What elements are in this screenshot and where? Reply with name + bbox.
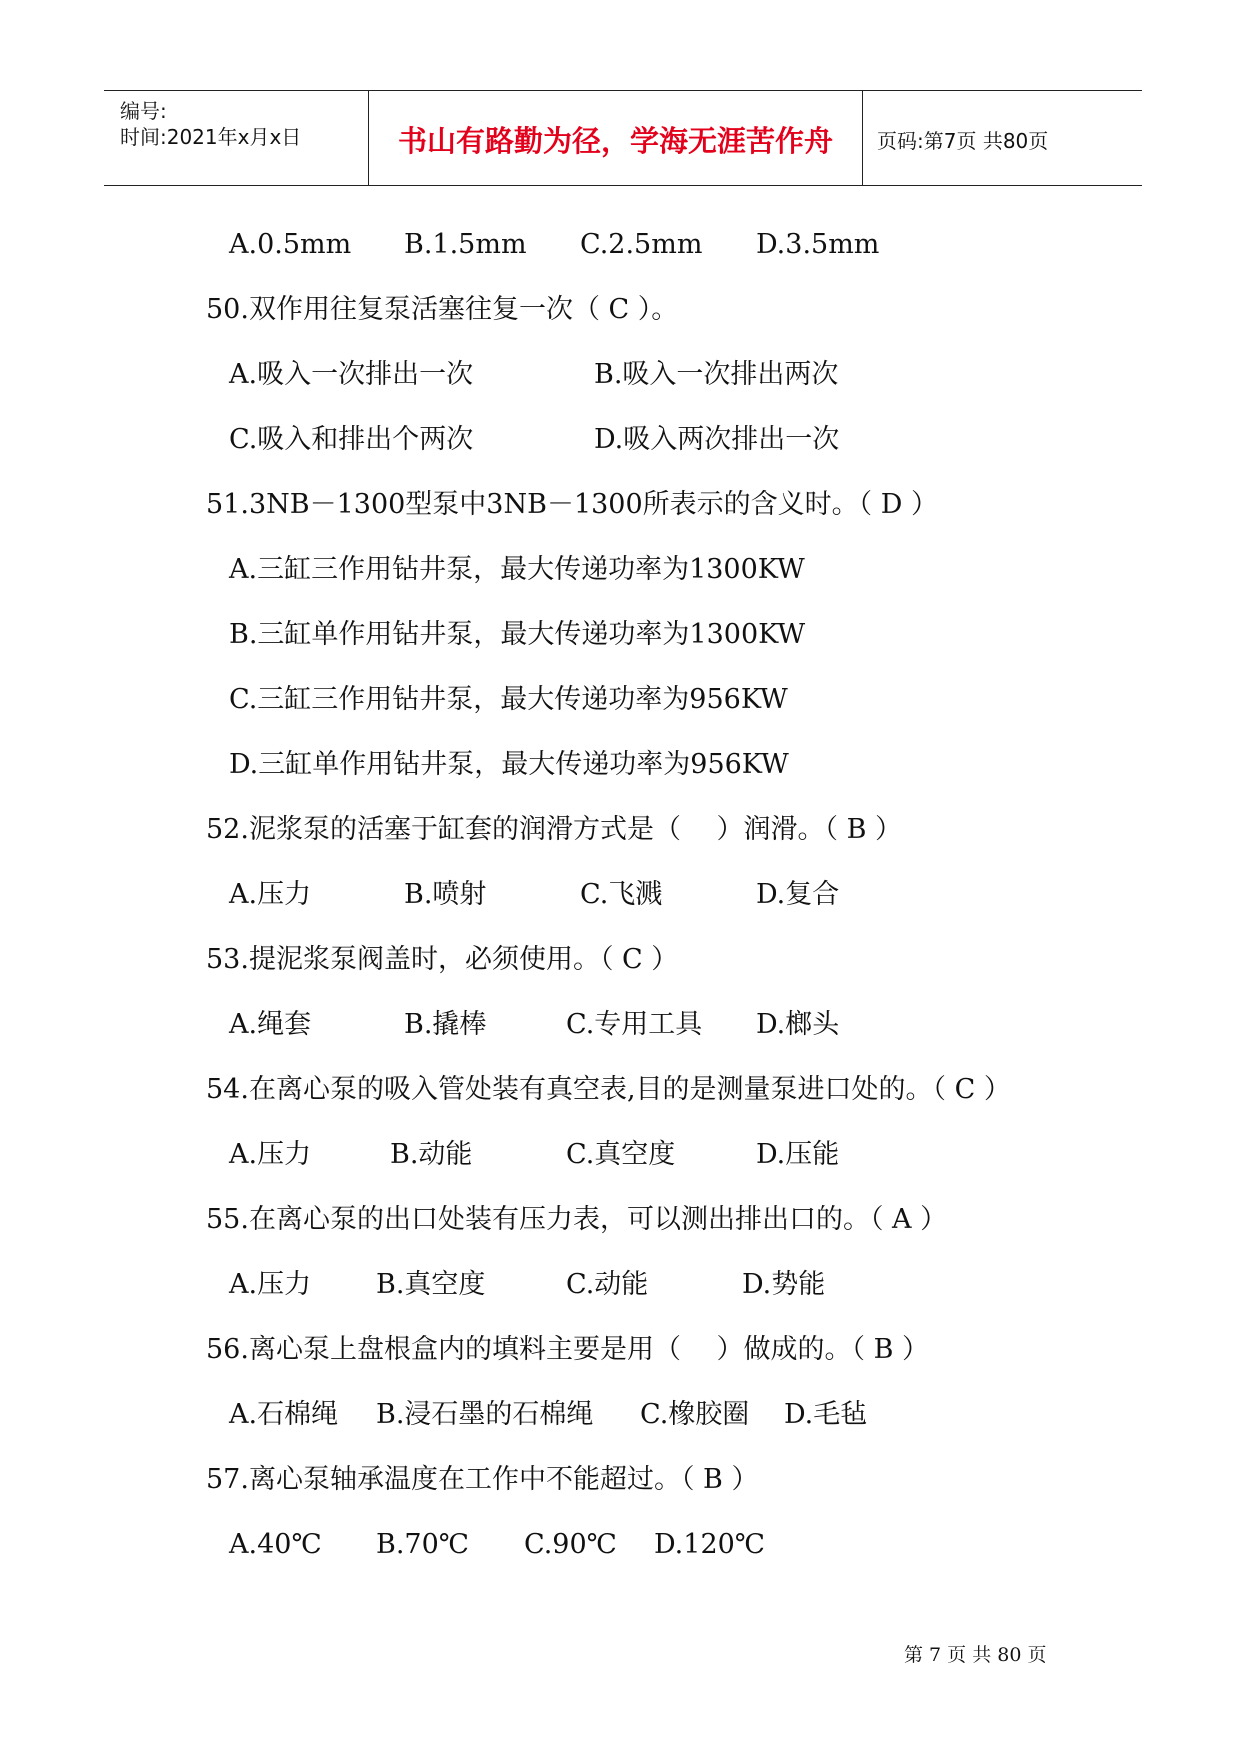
option: A.绳套 — [229, 1009, 312, 1040]
option: C.专用工具 — [566, 1009, 703, 1040]
option: A.吸入一次排出一次 — [229, 359, 474, 390]
question-stem: 51.3NB－1300型泵中3NB－1300所表示的含义时。（ D ） — [206, 489, 938, 520]
question-stem: 54.在离心泵的吸入管处装有真空表,目的是测量泵进口处的。（ C ） — [206, 1074, 1011, 1105]
option: B.喷射 — [404, 879, 487, 910]
header-page-info: 页码:第7页 共80页 — [877, 129, 1049, 153]
option: C.吸入和排出个两次 — [229, 424, 474, 455]
option: D.势能 — [742, 1269, 826, 1300]
option: B.撬棒 — [404, 1009, 487, 1040]
option: A.0.5mm — [229, 229, 352, 260]
option: C.真空度 — [566, 1139, 676, 1170]
option: A.40℃ — [229, 1529, 322, 1560]
option: C.动能 — [566, 1269, 649, 1300]
motto: 书山有路勤为径，学海无涯苦作舟 — [397, 124, 833, 158]
option: B.三缸单作用钻井泵，最大传递功率为1300KW — [229, 619, 806, 650]
option: D.3.5mm — [756, 229, 880, 260]
option: C.橡胶圈 — [640, 1399, 750, 1430]
option: C.飞溅 — [580, 879, 663, 910]
option: A.三缸三作用钻井泵，最大传递功率为1300KW — [229, 554, 805, 585]
question-stem: 56.离心泵上盘根盒内的填料主要是用（ ）做成的。（ B ） — [206, 1334, 930, 1365]
option: A.压力 — [229, 1269, 312, 1300]
header-meta-cell — [104, 91, 369, 185]
time-label: 时间:2021年x月x日 — [120, 125, 302, 149]
option: B.动能 — [390, 1139, 473, 1170]
question-stem: 50.双作用往复泵活塞往复一次（ C ）。 — [206, 294, 679, 325]
option: D.120℃ — [654, 1529, 766, 1560]
option: A.石棉绳 — [229, 1399, 339, 1430]
question-stem: 55.在离心泵的出口处装有压力表，可以测出排出口的。（ A ） — [206, 1204, 948, 1235]
option: A.压力 — [229, 879, 312, 910]
option: D.复合 — [756, 879, 840, 910]
option: B.1.5mm — [404, 229, 527, 260]
question-stem: 52.泥浆泵的活塞于缸套的润滑方式是（ ）润滑。（ B ） — [206, 814, 903, 845]
option: D.毛毡 — [784, 1399, 868, 1430]
option: A.压力 — [229, 1139, 312, 1170]
option: D.榔头 — [756, 1009, 840, 1040]
serial-label: 编号: — [120, 99, 167, 123]
page-header — [104, 90, 1142, 186]
option: C.三缸三作用钻井泵，最大传递功率为956KW — [229, 684, 788, 715]
option: C.2.5mm — [580, 229, 703, 260]
header-page-cell — [863, 91, 1142, 185]
option: D.吸入两次排出一次 — [594, 424, 840, 455]
question-stem: 53.提泥浆泵阀盖时，必须使用。（ C ） — [206, 944, 679, 975]
question-stem: 57.离心泵轴承温度在工作中不能超过。（ B ） — [206, 1464, 759, 1495]
option: D.压能 — [756, 1139, 840, 1170]
page-footer: 第 7 页 共 80 页 — [904, 1644, 1047, 1666]
header-motto-cell — [369, 91, 863, 185]
option: C.90℃ — [524, 1529, 617, 1560]
option: B.浸石墨的石棉绳 — [376, 1399, 594, 1430]
option: B.真空度 — [376, 1269, 486, 1300]
option: B.70℃ — [376, 1529, 469, 1560]
option: D.三缸单作用钻井泵，最大传递功率为956KW — [229, 749, 789, 780]
option: B.吸入一次排出两次 — [594, 359, 839, 390]
